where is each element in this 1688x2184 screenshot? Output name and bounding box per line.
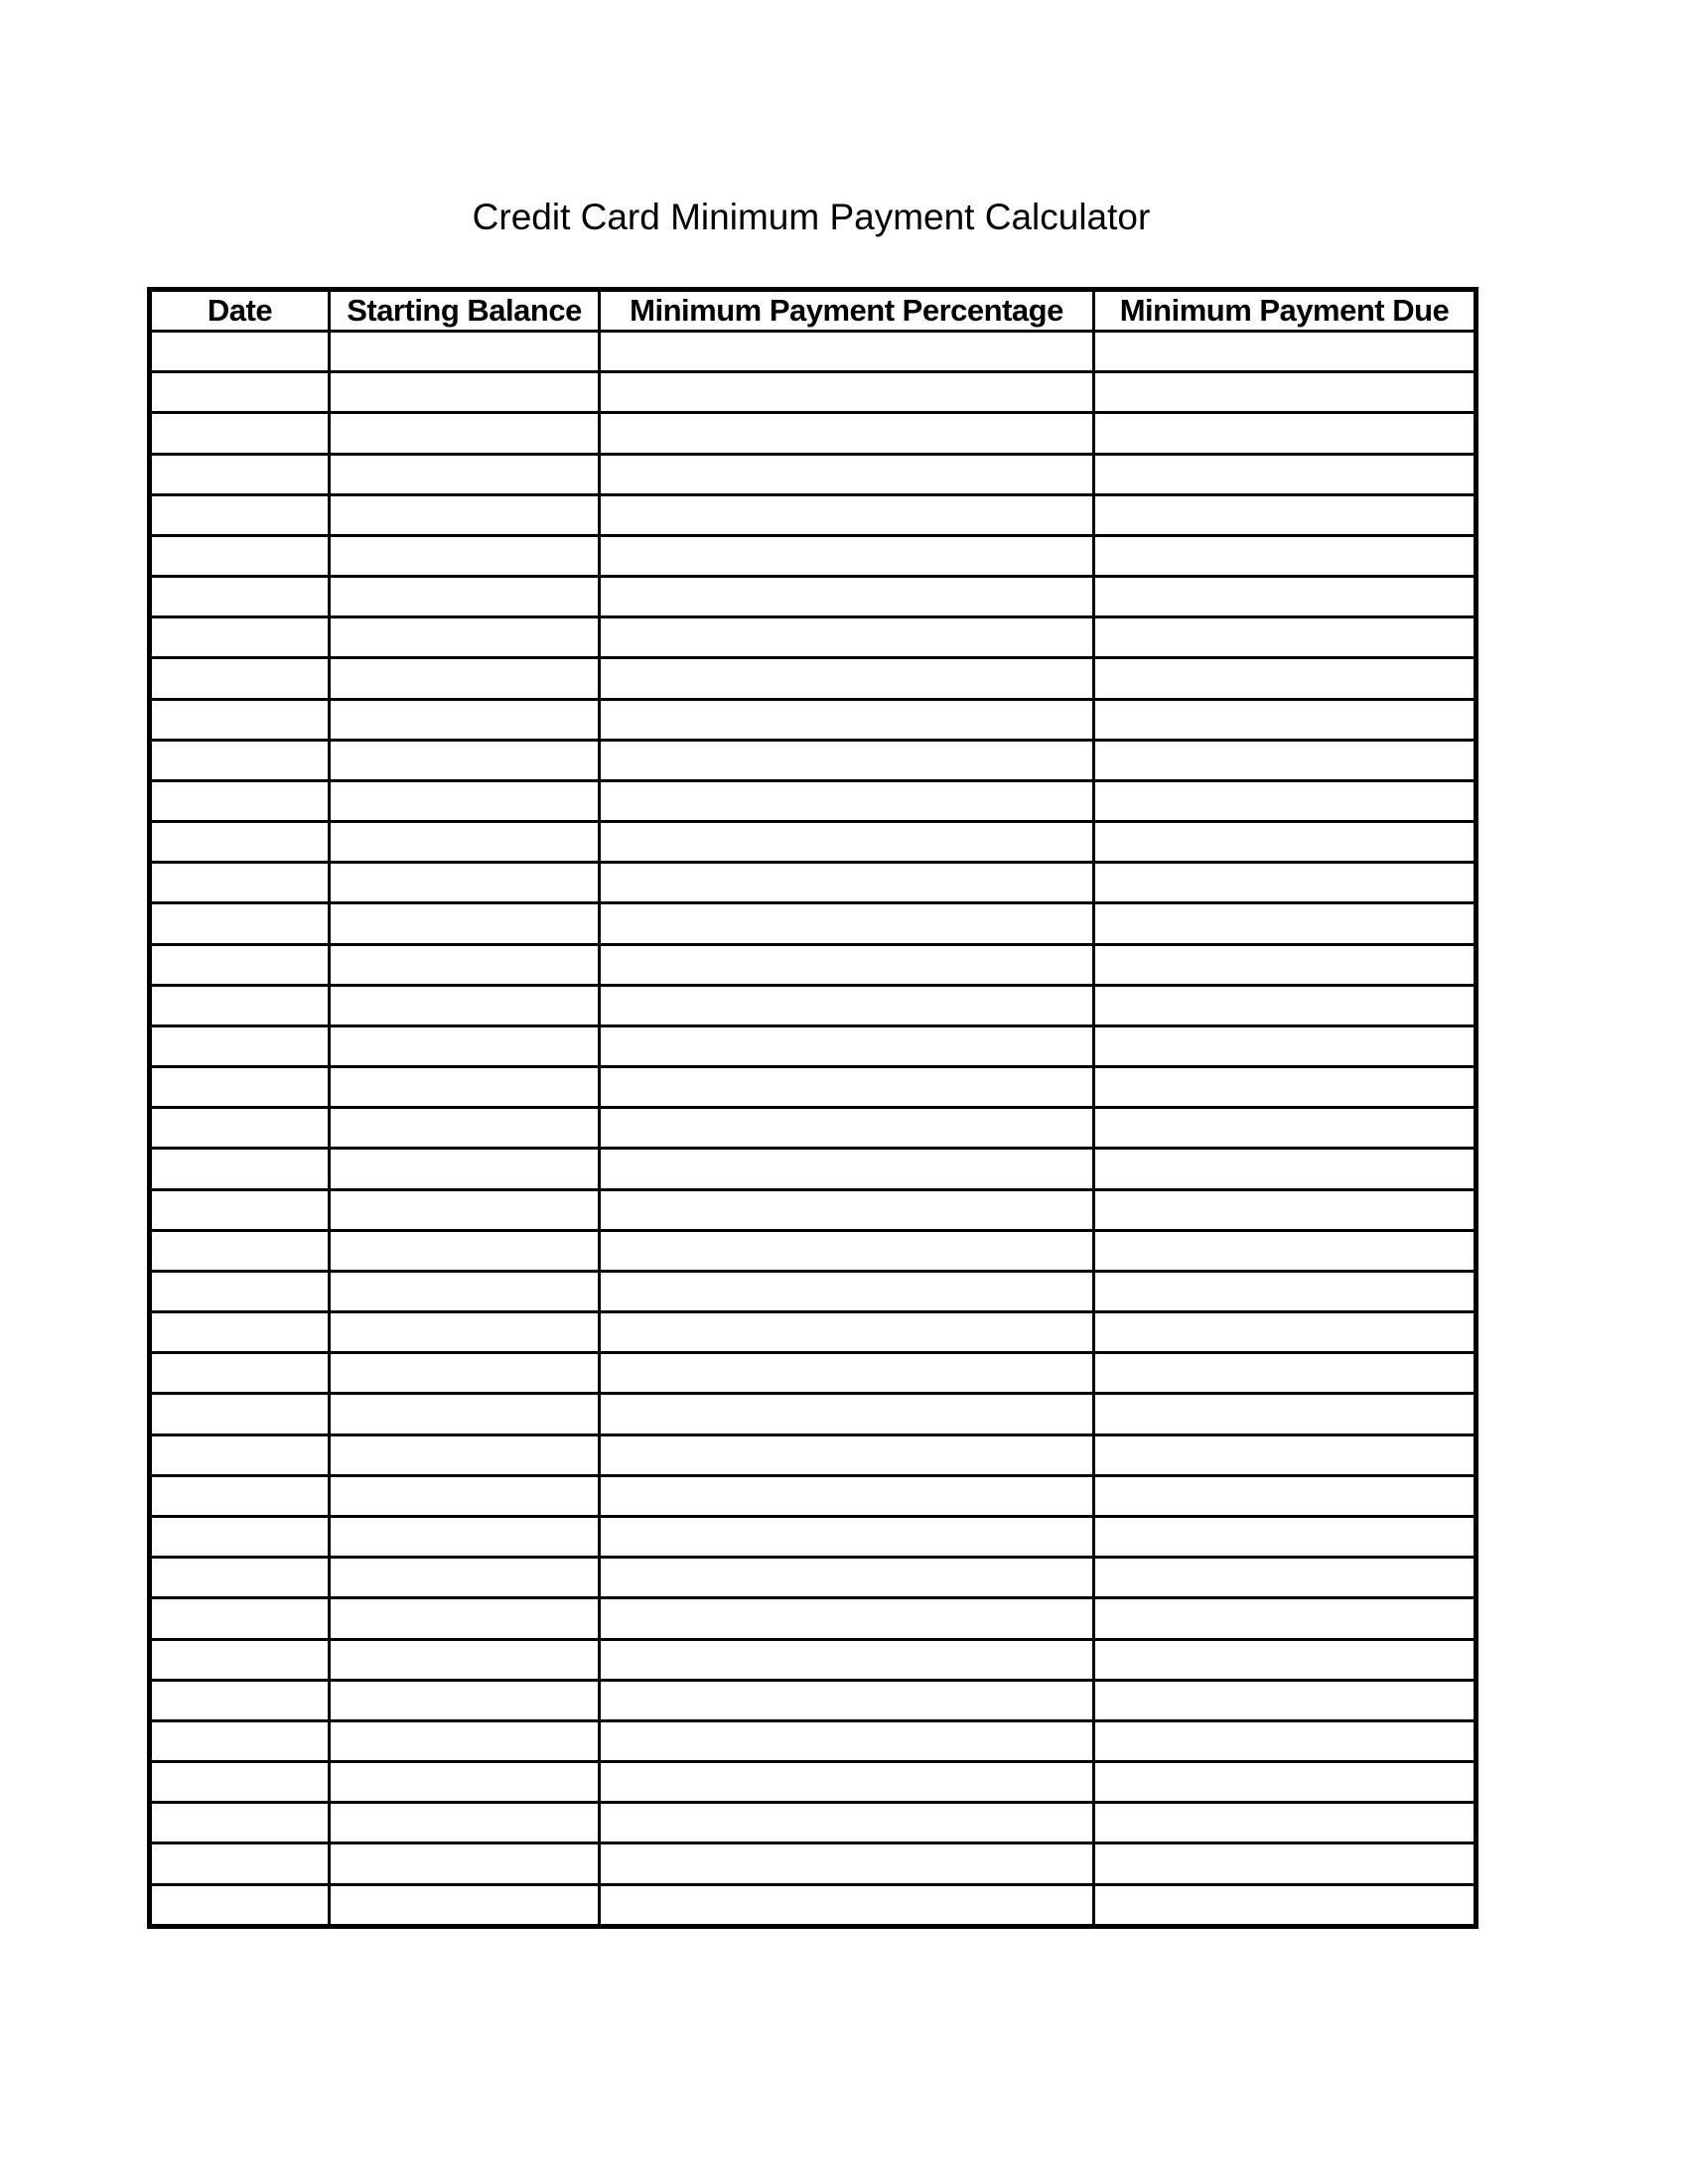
table-row <box>150 863 1477 903</box>
starting-balance-cell[interactable] <box>330 1353 600 1394</box>
table-row <box>150 1434 1477 1475</box>
minimum-payment-percentage-cell[interactable] <box>600 1884 1094 1926</box>
date-cell[interactable] <box>150 822 330 863</box>
starting-balance-cell[interactable] <box>330 863 600 903</box>
date-cell[interactable] <box>150 1271 330 1311</box>
date-cell[interactable] <box>150 1843 330 1884</box>
minimum-payment-due-cell[interactable] <box>1094 699 1477 740</box>
minimum-payment-percentage-cell[interactable] <box>600 1558 1094 1598</box>
date-cell[interactable] <box>150 1803 330 1843</box>
starting-balance-cell[interactable] <box>330 1230 600 1271</box>
date-cell[interactable] <box>150 740 330 780</box>
table-row <box>150 1067 1477 1108</box>
date-cell[interactable] <box>150 658 330 699</box>
starting-balance-cell[interactable] <box>330 658 600 699</box>
minimum-payment-percentage-cell[interactable] <box>600 577 1094 617</box>
header-date: Date <box>150 290 330 332</box>
starting-balance-cell[interactable] <box>330 1884 600 1926</box>
starting-balance-cell[interactable] <box>330 699 600 740</box>
minimum-payment-due-cell[interactable] <box>1094 863 1477 903</box>
minimum-payment-percentage-cell[interactable] <box>600 1720 1094 1761</box>
minimum-payment-due-cell[interactable] <box>1094 1353 1477 1394</box>
minimum-payment-due-cell[interactable] <box>1094 1720 1477 1761</box>
table-row <box>150 1108 1477 1149</box>
date-cell[interactable] <box>150 699 330 740</box>
date-cell[interactable] <box>150 1762 330 1803</box>
starting-balance-cell[interactable] <box>330 1516 600 1557</box>
minimum-payment-percentage-cell[interactable] <box>600 658 1094 699</box>
minimum-payment-percentage-cell[interactable] <box>600 863 1094 903</box>
date-cell[interactable] <box>150 1149 330 1189</box>
minimum-payment-due-cell[interactable] <box>1094 1230 1477 1271</box>
table-body <box>150 332 1477 1927</box>
date-cell[interactable] <box>150 1475 330 1516</box>
starting-balance-cell[interactable] <box>330 332 600 372</box>
table-row <box>150 1639 1477 1680</box>
minimum-payment-percentage-cell[interactable] <box>600 903 1094 944</box>
minimum-payment-percentage-cell[interactable] <box>600 617 1094 658</box>
header-starting-balance: Starting Balance <box>330 290 600 332</box>
table-row <box>150 658 1477 699</box>
starting-balance-cell[interactable] <box>330 1803 600 1843</box>
table-row <box>150 944 1477 985</box>
minimum-payment-due-cell[interactable] <box>1094 372 1477 413</box>
date-cell[interactable] <box>150 535 330 576</box>
starting-balance-cell[interactable] <box>330 617 600 658</box>
minimum-payment-percentage-cell[interactable] <box>600 1639 1094 1680</box>
minimum-payment-due-cell[interactable] <box>1094 780 1477 821</box>
minimum-payment-due-cell[interactable] <box>1094 1108 1477 1149</box>
minimum-payment-percentage-cell[interactable] <box>600 454 1094 494</box>
minimum-payment-due-cell[interactable] <box>1094 454 1477 494</box>
date-cell[interactable] <box>150 1598 330 1639</box>
minimum-payment-due-cell[interactable] <box>1094 1598 1477 1639</box>
table-row <box>150 780 1477 821</box>
minimum-payment-percentage-cell[interactable] <box>600 535 1094 576</box>
starting-balance-cell[interactable] <box>330 413 600 454</box>
starting-balance-cell[interactable] <box>330 903 600 944</box>
page-title: Credit Card Minimum Payment Calculator <box>472 197 1151 237</box>
date-cell[interactable] <box>150 1353 330 1394</box>
minimum-payment-due-cell[interactable] <box>1094 822 1477 863</box>
minimum-payment-percentage-cell[interactable] <box>600 1394 1094 1434</box>
minimum-payment-percentage-cell[interactable] <box>600 985 1094 1025</box>
date-cell[interactable] <box>150 1516 330 1557</box>
starting-balance-cell[interactable] <box>330 1394 600 1434</box>
starting-balance-cell[interactable] <box>330 1312 600 1353</box>
minimum-payment-due-cell[interactable] <box>1094 1558 1477 1598</box>
date-cell[interactable] <box>150 1230 330 1271</box>
table-row <box>150 1720 1477 1761</box>
header-row <box>150 290 1477 332</box>
table-row <box>150 1189 1477 1230</box>
date-cell[interactable] <box>150 494 330 535</box>
date-cell[interactable] <box>150 1639 330 1680</box>
starting-balance-cell[interactable] <box>330 535 600 576</box>
date-cell[interactable] <box>150 985 330 1025</box>
minimum-payment-percentage-cell[interactable] <box>600 1680 1094 1720</box>
date-cell[interactable] <box>150 1189 330 1230</box>
date-cell[interactable] <box>150 372 330 413</box>
minimum-payment-due-cell[interactable] <box>1094 332 1477 372</box>
minimum-payment-percentage-cell[interactable] <box>600 1149 1094 1189</box>
table-row <box>150 1149 1477 1189</box>
minimum-payment-due-cell[interactable] <box>1094 1516 1477 1557</box>
date-cell[interactable] <box>150 1394 330 1434</box>
minimum-payment-percentage-cell[interactable] <box>600 740 1094 780</box>
date-cell[interactable] <box>150 1025 330 1066</box>
date-cell[interactable] <box>150 780 330 821</box>
minimum-payment-percentage-cell[interactable] <box>600 372 1094 413</box>
starting-balance-cell[interactable] <box>330 1271 600 1311</box>
minimum-payment-due-cell[interactable] <box>1094 1680 1477 1720</box>
table-row <box>150 413 1477 454</box>
table-row <box>150 535 1477 576</box>
minimum-payment-due-cell[interactable] <box>1094 1803 1477 1843</box>
minimum-payment-percentage-cell[interactable] <box>600 822 1094 863</box>
minimum-payment-due-cell[interactable] <box>1094 1762 1477 1803</box>
starting-balance-cell[interactable] <box>330 944 600 985</box>
starting-balance-cell[interactable] <box>330 780 600 821</box>
minimum-payment-percentage-cell[interactable] <box>600 413 1094 454</box>
minimum-payment-due-cell[interactable] <box>1094 577 1477 617</box>
minimum-payment-percentage-cell[interactable] <box>600 1843 1094 1884</box>
date-cell[interactable] <box>150 1312 330 1353</box>
table-row <box>150 903 1477 944</box>
table-row <box>150 1230 1477 1271</box>
header-minimum-payment-due: Minimum Payment Due <box>1094 290 1477 332</box>
date-cell[interactable] <box>150 454 330 494</box>
table-row <box>150 494 1477 535</box>
table-row <box>150 740 1477 780</box>
table-row <box>150 1558 1477 1598</box>
date-cell[interactable] <box>150 1680 330 1720</box>
minimum-payment-percentage-cell[interactable] <box>600 1762 1094 1803</box>
starting-balance-cell[interactable] <box>330 1639 600 1680</box>
minimum-payment-percentage-cell[interactable] <box>600 1803 1094 1843</box>
minimum-payment-due-cell[interactable] <box>1094 985 1477 1025</box>
table-row <box>150 985 1477 1025</box>
starting-balance-cell[interactable] <box>330 1025 600 1066</box>
minimum-payment-due-cell[interactable] <box>1094 1189 1477 1230</box>
starting-balance-cell[interactable] <box>330 1189 600 1230</box>
starting-balance-cell[interactable] <box>330 1598 600 1639</box>
date-cell[interactable] <box>150 944 330 985</box>
table-row <box>150 1394 1477 1434</box>
minimum-payment-percentage-cell[interactable] <box>600 1108 1094 1149</box>
minimum-payment-percentage-cell[interactable] <box>600 494 1094 535</box>
date-cell[interactable] <box>150 863 330 903</box>
table-row <box>150 1025 1477 1066</box>
minimum-payment-due-cell[interactable] <box>1094 658 1477 699</box>
minimum-payment-due-cell[interactable] <box>1094 1312 1477 1353</box>
starting-balance-cell[interactable] <box>330 1434 600 1475</box>
minimum-payment-percentage-cell[interactable] <box>600 1598 1094 1639</box>
minimum-payment-due-cell[interactable] <box>1094 1639 1477 1680</box>
date-cell[interactable] <box>150 903 330 944</box>
table-row <box>150 1843 1477 1884</box>
starting-balance-cell[interactable] <box>330 494 600 535</box>
minimum-payment-due-cell[interactable] <box>1094 1434 1477 1475</box>
minimum-payment-percentage-cell[interactable] <box>600 780 1094 821</box>
minimum-payment-percentage-cell[interactable] <box>600 699 1094 740</box>
date-cell[interactable] <box>150 1558 330 1598</box>
table-row <box>150 1884 1477 1926</box>
minimum-payment-percentage-cell[interactable] <box>600 944 1094 985</box>
table-row <box>150 1353 1477 1394</box>
date-cell[interactable] <box>150 1067 330 1108</box>
starting-balance-cell[interactable] <box>330 454 600 494</box>
table-row <box>150 332 1477 372</box>
starting-balance-cell[interactable] <box>330 1762 600 1803</box>
starting-balance-cell[interactable] <box>330 1108 600 1149</box>
minimum-payment-due-cell[interactable] <box>1094 413 1477 454</box>
minimum-payment-due-cell[interactable] <box>1094 535 1477 576</box>
minimum-payment-percentage-cell[interactable] <box>600 1067 1094 1108</box>
date-cell[interactable] <box>150 577 330 617</box>
date-cell[interactable] <box>150 1434 330 1475</box>
minimum-payment-due-cell[interactable] <box>1094 1475 1477 1516</box>
minimum-payment-percentage-cell[interactable] <box>600 1516 1094 1557</box>
table-row <box>150 1598 1477 1639</box>
starting-balance-cell[interactable] <box>330 372 600 413</box>
minimum-payment-percentage-cell[interactable] <box>600 1312 1094 1353</box>
minimum-payment-percentage-cell[interactable] <box>600 1353 1094 1394</box>
minimum-payment-due-cell[interactable] <box>1094 1843 1477 1884</box>
starting-balance-cell[interactable] <box>330 822 600 863</box>
table-row <box>150 1680 1477 1720</box>
table-row <box>150 454 1477 494</box>
minimum-payment-due-cell[interactable] <box>1094 944 1477 985</box>
minimum-payment-due-cell[interactable] <box>1094 903 1477 944</box>
date-cell[interactable] <box>150 1720 330 1761</box>
payment-table <box>147 287 1478 1929</box>
date-cell[interactable] <box>150 332 330 372</box>
minimum-payment-due-cell[interactable] <box>1094 1025 1477 1066</box>
table-row <box>150 1312 1477 1353</box>
starting-balance-cell[interactable] <box>330 1475 600 1516</box>
date-cell[interactable] <box>150 1884 330 1926</box>
starting-balance-cell[interactable] <box>330 577 600 617</box>
table-row <box>150 1271 1477 1311</box>
minimum-payment-percentage-cell[interactable] <box>600 1230 1094 1271</box>
minimum-payment-due-cell[interactable] <box>1094 617 1477 658</box>
minimum-payment-due-cell[interactable] <box>1094 1149 1477 1189</box>
table-row <box>150 822 1477 863</box>
starting-balance-cell[interactable] <box>330 985 600 1025</box>
minimum-payment-percentage-cell[interactable] <box>600 1025 1094 1066</box>
date-cell[interactable] <box>150 1108 330 1149</box>
minimum-payment-due-cell[interactable] <box>1094 1394 1477 1434</box>
table-row <box>150 1475 1477 1516</box>
minimum-payment-due-cell[interactable] <box>1094 1271 1477 1311</box>
table-row <box>150 1803 1477 1843</box>
table-row <box>150 699 1477 740</box>
minimum-payment-due-cell[interactable] <box>1094 740 1477 780</box>
starting-balance-cell[interactable] <box>330 1067 600 1108</box>
starting-balance-cell[interactable] <box>330 1843 600 1884</box>
starting-balance-cell[interactable] <box>330 1149 600 1189</box>
starting-balance-cell[interactable] <box>330 1680 600 1720</box>
minimum-payment-percentage-cell[interactable] <box>600 1434 1094 1475</box>
minimum-payment-percentage-cell[interactable] <box>600 1271 1094 1311</box>
minimum-payment-percentage-cell[interactable] <box>600 1475 1094 1516</box>
starting-balance-cell[interactable] <box>330 740 600 780</box>
minimum-payment-due-cell[interactable] <box>1094 1884 1477 1926</box>
table-row <box>150 617 1477 658</box>
minimum-payment-percentage-cell[interactable] <box>600 1189 1094 1230</box>
starting-balance-cell[interactable] <box>330 1720 600 1761</box>
minimum-payment-percentage-cell[interactable] <box>600 332 1094 372</box>
table-row <box>150 577 1477 617</box>
starting-balance-cell[interactable] <box>330 1558 600 1598</box>
minimum-payment-due-cell[interactable] <box>1094 1067 1477 1108</box>
table-row <box>150 1762 1477 1803</box>
table-row <box>150 372 1477 413</box>
minimum-payment-due-cell[interactable] <box>1094 494 1477 535</box>
date-cell[interactable] <box>150 617 330 658</box>
table-row <box>150 1516 1477 1557</box>
header-minimum-payment-percentage: Minimum Payment Percentage <box>600 290 1094 332</box>
date-cell[interactable] <box>150 413 330 454</box>
